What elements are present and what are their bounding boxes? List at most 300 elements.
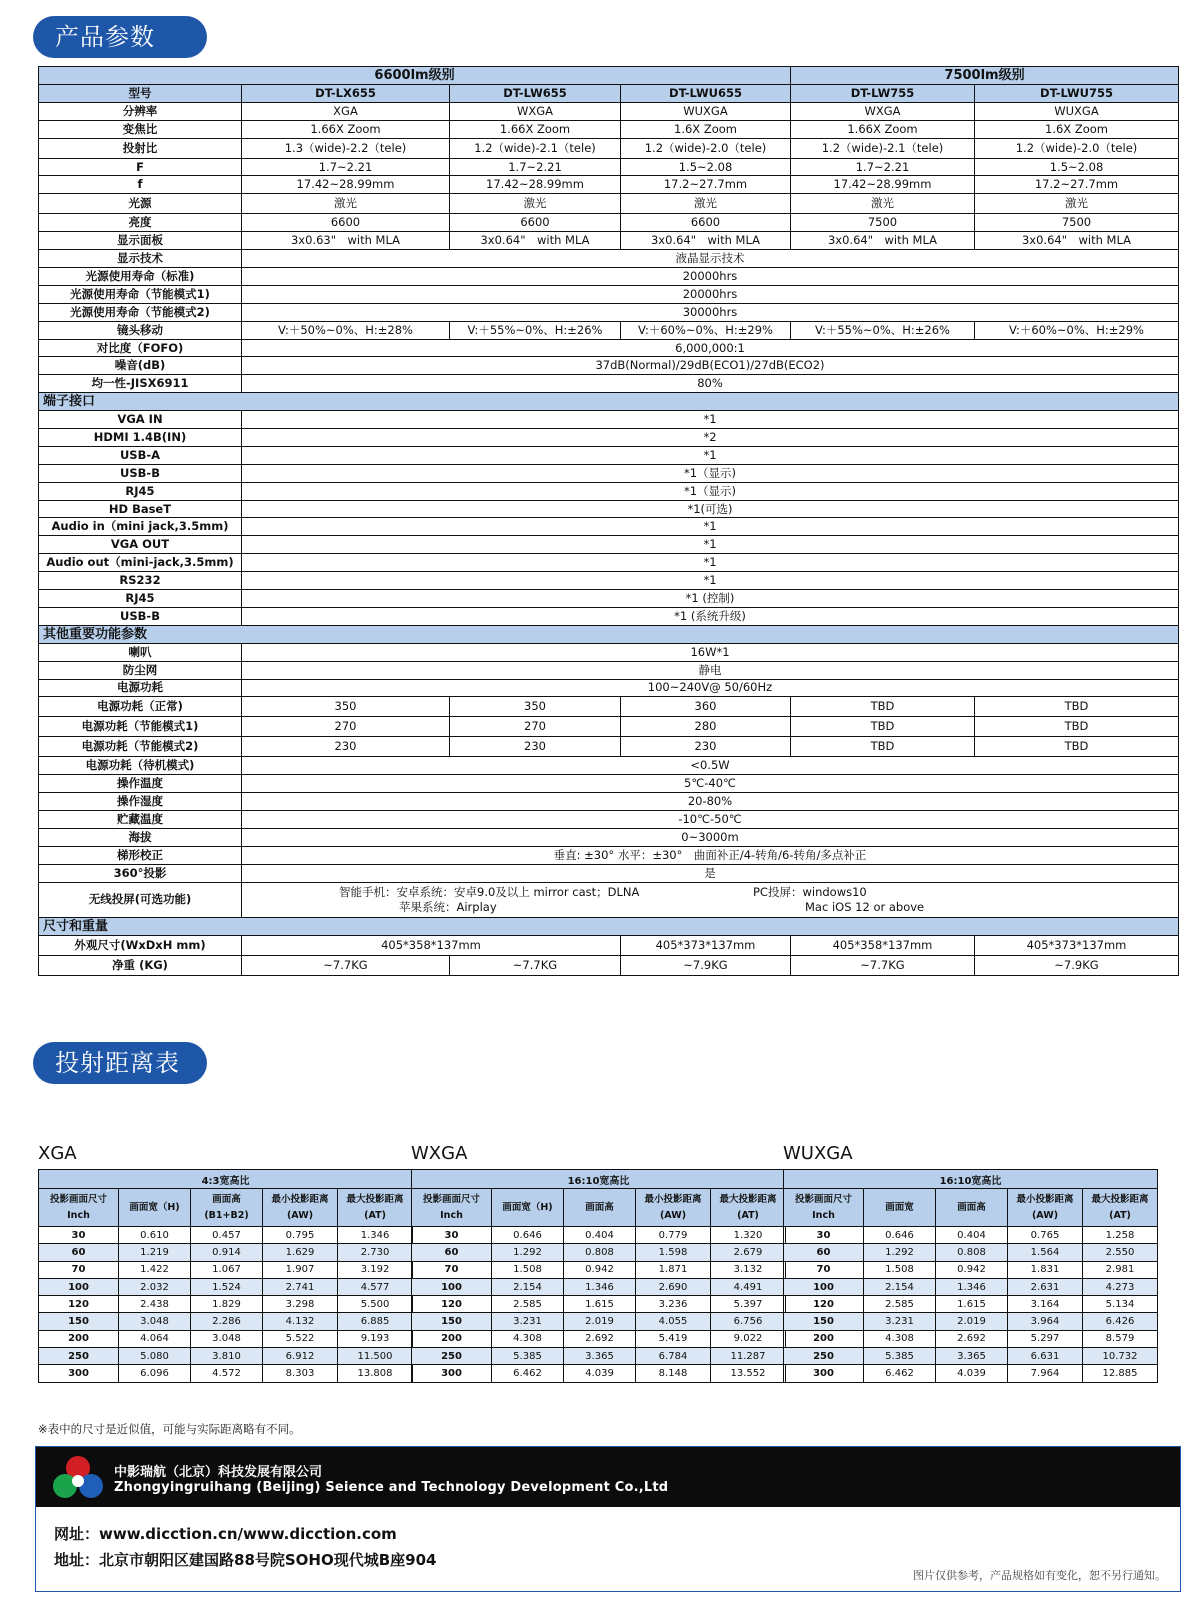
spec-row xyxy=(39,679,1179,697)
screen-size: 100 xyxy=(784,1278,864,1295)
spec-row xyxy=(39,846,1179,864)
spec-row xyxy=(39,590,1179,608)
distance-value: 2.690 xyxy=(636,1278,711,1295)
spec-row xyxy=(39,697,1179,717)
distance-value: 1.422 xyxy=(119,1261,191,1278)
spec-row xyxy=(39,321,1179,339)
header-line: 画面宽 xyxy=(885,1201,914,1213)
distance-value: 4.308 xyxy=(492,1330,564,1347)
row-value: 1.7~2.21 xyxy=(450,158,621,176)
aspect-ratio-header: 4:3宽高比 xyxy=(39,1170,413,1189)
spec-row xyxy=(39,214,1179,232)
distance-row xyxy=(39,1348,413,1365)
spec-row xyxy=(39,572,1179,590)
row-value: 5℃-40℃ xyxy=(242,775,1179,793)
row-label: 电源功耗（正常) xyxy=(39,697,242,717)
distance-value: 5.397 xyxy=(711,1296,786,1313)
header-line: 投影画面尺寸 xyxy=(49,1193,107,1205)
row-value: 1.5~2.08 xyxy=(975,158,1179,176)
header-line: 投影画面尺寸 xyxy=(422,1193,480,1205)
row-value: ~7.7KG xyxy=(791,955,975,975)
spec-row xyxy=(39,411,1179,429)
row-value: WUXGA xyxy=(975,102,1179,120)
distance-value: 6.426 xyxy=(1083,1313,1158,1330)
distance-value: 0.404 xyxy=(564,1227,636,1244)
spec-row xyxy=(39,429,1179,447)
distance-row xyxy=(39,1313,413,1330)
row-label: 无线投屏(可选功能) xyxy=(39,882,242,917)
distance-value: 1.292 xyxy=(492,1244,564,1261)
distance-value: 4.572 xyxy=(191,1365,263,1382)
spec-row xyxy=(39,518,1179,536)
distance-row xyxy=(784,1313,1158,1330)
distance-value: 3.048 xyxy=(119,1313,191,1330)
distance-value: 2.019 xyxy=(564,1313,636,1330)
distance-row xyxy=(39,1261,413,1278)
column-header xyxy=(412,1189,492,1227)
row-value: 1.7~2.21 xyxy=(791,158,975,176)
spec-row xyxy=(39,232,1179,250)
screen-size: 300 xyxy=(39,1365,119,1382)
column-header xyxy=(864,1189,936,1227)
distance-value: 2.679 xyxy=(711,1244,786,1261)
screen-size: 100 xyxy=(39,1278,119,1295)
header-line: 最大投影距离 xyxy=(1091,1193,1149,1205)
row-value: TBD xyxy=(975,737,1179,757)
row-value: 激光 xyxy=(450,194,621,214)
spec-row xyxy=(39,375,1179,393)
distance-value: 5.419 xyxy=(636,1330,711,1347)
header-line: 最大投影距离 xyxy=(719,1193,777,1205)
row-label: 喇叭 xyxy=(39,643,242,661)
model-name: DT-LW755 xyxy=(791,84,975,102)
distance-value: 2.550 xyxy=(1083,1244,1158,1261)
distance-value: 1.508 xyxy=(864,1261,936,1278)
row-label: 电源功耗（待机模式) xyxy=(39,757,242,775)
row-label: 光源使用寿命（标准) xyxy=(39,268,242,286)
row-value: TBD xyxy=(975,697,1179,717)
distance-value: 3.964 xyxy=(1008,1313,1083,1330)
row-value: 6600 xyxy=(242,214,450,232)
spec-row xyxy=(39,464,1179,482)
row-value: 静电 xyxy=(242,661,1179,679)
row-value: 1.2（wide)-2.1（tele) xyxy=(791,138,975,158)
group-header-row xyxy=(39,67,1179,85)
distance-value: 0.942 xyxy=(564,1261,636,1278)
distance-value: 6.631 xyxy=(1008,1348,1083,1365)
row-label: 电源功耗（节能模式1) xyxy=(39,717,242,737)
column-header xyxy=(564,1189,636,1227)
model-row xyxy=(39,84,1179,102)
screen-size: 150 xyxy=(784,1313,864,1330)
screen-size: 60 xyxy=(784,1244,864,1261)
row-label: F xyxy=(39,158,242,176)
ratio-header-row xyxy=(412,1170,786,1189)
ratio-header-row xyxy=(784,1170,1158,1189)
row-value: 3x0.64" with MLA xyxy=(621,232,791,250)
distance-value: 5.385 xyxy=(864,1348,936,1365)
row-label: RJ45 xyxy=(39,482,242,500)
distance-value: 0.457 xyxy=(191,1227,263,1244)
ports-section-header xyxy=(39,393,1179,411)
distance-value: 4.491 xyxy=(711,1278,786,1295)
row-value: 1.66X Zoom xyxy=(242,120,450,138)
row-value: TBD xyxy=(975,717,1179,737)
row-value: *1 xyxy=(242,446,1179,464)
header-line: Inch xyxy=(812,1209,835,1221)
distance-value: 12.885 xyxy=(1083,1365,1158,1382)
spec-row xyxy=(39,268,1179,286)
row-value: 17.2~27.7mm xyxy=(975,176,1179,194)
spec-row xyxy=(39,500,1179,518)
header-line: 画面高 xyxy=(957,1201,986,1213)
header-line: 投影画面尺寸 xyxy=(794,1193,852,1205)
column-header-row xyxy=(39,1189,413,1227)
spec-row xyxy=(39,176,1179,194)
row-value: ~7.7KG xyxy=(242,955,450,975)
distance-value: 3.164 xyxy=(1008,1296,1083,1313)
row-value: 1.66X Zoom xyxy=(791,120,975,138)
row-value: 20-80% xyxy=(242,793,1179,811)
row-value: TBD xyxy=(791,717,975,737)
model-name: DT-LX655 xyxy=(242,84,450,102)
screen-size: 60 xyxy=(412,1244,492,1261)
column-header xyxy=(338,1189,413,1227)
row-value: V:＋60%~0%、H:±29% xyxy=(621,321,791,339)
wireless-value xyxy=(242,882,1179,917)
row-label: 亮度 xyxy=(39,214,242,232)
distance-value: 8.303 xyxy=(263,1365,338,1382)
screen-size: 120 xyxy=(784,1296,864,1313)
distance-value: 4.055 xyxy=(636,1313,711,1330)
distance-value: 1.564 xyxy=(1008,1244,1083,1261)
row-label: 变焦比 xyxy=(39,120,242,138)
screen-size: 300 xyxy=(784,1365,864,1382)
model-name: DT-LW655 xyxy=(450,84,621,102)
distance-value: 1.598 xyxy=(636,1244,711,1261)
spec-row xyxy=(39,357,1179,375)
distance-value: 3.231 xyxy=(864,1313,936,1330)
row-value: V:＋55%~0%、H:±26% xyxy=(450,321,621,339)
ratio-header-row xyxy=(39,1170,413,1189)
row-value: 16W*1 xyxy=(242,643,1179,661)
distance-value: 3.298 xyxy=(263,1296,338,1313)
spec-table xyxy=(38,66,1179,976)
distance-value: 3.231 xyxy=(492,1313,564,1330)
row-label: 贮藏温度 xyxy=(39,811,242,829)
column-header xyxy=(492,1189,564,1227)
website: 网址：www.dicction.cn/www.dicction.com xyxy=(54,1525,397,1543)
distance-value: 11.500 xyxy=(338,1348,413,1365)
distance-value: 6.912 xyxy=(263,1348,338,1365)
header-line: (AW) xyxy=(1031,1209,1059,1221)
screen-size: 60 xyxy=(39,1244,119,1261)
screen-size: 70 xyxy=(412,1261,492,1278)
distance-value: 6.784 xyxy=(636,1348,711,1365)
row-label: 海拔 xyxy=(39,828,242,846)
row-value: 激光 xyxy=(791,194,975,214)
other-section-header: 其他重要功能参数 xyxy=(39,625,1179,643)
spec-row xyxy=(39,339,1179,357)
row-value: V:＋60%~0%、H:±29% xyxy=(975,321,1179,339)
distance-value: 1.346 xyxy=(936,1278,1008,1295)
distance-value: 0.795 xyxy=(263,1227,338,1244)
spec-row xyxy=(39,446,1179,464)
row-value: WXGA xyxy=(791,102,975,120)
spec-row xyxy=(39,285,1179,303)
distance-value: 2.154 xyxy=(864,1278,936,1295)
row-value: *1 xyxy=(242,411,1179,429)
spec-row xyxy=(39,717,1179,737)
row-value: *1 xyxy=(242,572,1179,590)
spec-row xyxy=(39,536,1179,554)
distance-value: 4.064 xyxy=(119,1330,191,1347)
spec-row xyxy=(39,864,1179,882)
dimension-section-header: 尺寸和重量 xyxy=(39,917,1179,935)
header-line: 最小投影距离 xyxy=(644,1193,702,1205)
row-label: USB-B xyxy=(39,607,242,625)
distance-value: 3.810 xyxy=(191,1348,263,1365)
row-label: 镜头移动 xyxy=(39,321,242,339)
row-label: 显示面板 xyxy=(39,232,242,250)
row-label: VGA IN xyxy=(39,411,242,429)
wireless-phone-apple: 苹果系统：Airplay xyxy=(399,899,497,914)
distance-value: 1.907 xyxy=(263,1261,338,1278)
model-name: DT-LWU655 xyxy=(621,84,791,102)
distance-value: 6.756 xyxy=(711,1313,786,1330)
row-value: 270 xyxy=(450,717,621,737)
row-value: 1.3（wide)-2.2（tele) xyxy=(242,138,450,158)
distance-row xyxy=(784,1227,1158,1244)
row-label: 梯形校正 xyxy=(39,846,242,864)
section-title-params: 产品参数 xyxy=(33,16,207,58)
row-value: <0.5W xyxy=(242,757,1179,775)
row-value: V:＋55%~0%、H:±26% xyxy=(791,321,975,339)
screen-size: 30 xyxy=(784,1227,864,1244)
spec-row xyxy=(39,138,1179,158)
spec-row xyxy=(39,482,1179,500)
distance-value: 2.154 xyxy=(492,1278,564,1295)
row-value: 30000hrs xyxy=(242,303,1179,321)
distance-value: 0.808 xyxy=(564,1244,636,1261)
row-label: 显示技术 xyxy=(39,250,242,268)
group-7500-header: 7500lm级别 xyxy=(791,67,1179,85)
distance-value: 3.365 xyxy=(936,1348,1008,1365)
row-value: *2 xyxy=(242,429,1179,447)
row-value: 17.2~27.7mm xyxy=(621,176,791,194)
row-label: 光源 xyxy=(39,194,242,214)
row-value: *1（显示) xyxy=(242,464,1179,482)
row-value: 17.42~28.99mm xyxy=(242,176,450,194)
xga-distance-table xyxy=(38,1169,413,1383)
footer-band xyxy=(36,1447,1180,1507)
screen-size: 30 xyxy=(39,1227,119,1244)
distance-value: 0.914 xyxy=(191,1244,263,1261)
wireless-phone-android: 智能手机：安卓系统：安卓9.0及以上 mirror cast；DLNA xyxy=(339,884,640,899)
row-value: 激光 xyxy=(242,194,450,214)
distance-row xyxy=(39,1330,413,1347)
distance-value: 1.871 xyxy=(636,1261,711,1278)
row-label: 光源使用寿命（节能模式1) xyxy=(39,285,242,303)
distance-value: 2.981 xyxy=(1083,1261,1158,1278)
wuxga-title: WUXGA xyxy=(783,1143,853,1164)
row-value: V:＋50%~0%、H:±28% xyxy=(242,321,450,339)
row-value: 3x0.64" with MLA xyxy=(975,232,1179,250)
distance-row xyxy=(784,1365,1158,1382)
distance-value: 2.286 xyxy=(191,1313,263,1330)
row-label: USB-B xyxy=(39,464,242,482)
row-value: 405*358*137mm xyxy=(791,935,975,955)
distance-value: 0.610 xyxy=(119,1227,191,1244)
row-value: 6600 xyxy=(621,214,791,232)
row-value: 7500 xyxy=(975,214,1179,232)
distance-row xyxy=(412,1278,786,1295)
distance-value: 4.308 xyxy=(864,1330,936,1347)
distance-value: 5.297 xyxy=(1008,1330,1083,1347)
distance-value: 5.522 xyxy=(263,1330,338,1347)
distance-value: 1.067 xyxy=(191,1261,263,1278)
row-label: HD BaseT xyxy=(39,500,242,518)
spec-row xyxy=(39,811,1179,829)
column-header-row xyxy=(784,1189,1158,1227)
ports-section-header: 端子接口 xyxy=(39,393,1179,411)
screen-size: 200 xyxy=(784,1330,864,1347)
column-header xyxy=(936,1189,1008,1227)
distance-row xyxy=(784,1296,1158,1313)
distance-value: 6.462 xyxy=(864,1365,936,1382)
distance-value: 3.236 xyxy=(636,1296,711,1313)
screen-size: 30 xyxy=(412,1227,492,1244)
row-label: 均一性-JISX6911 xyxy=(39,375,242,393)
wireless-pc-mac: Mac iOS 12 or above xyxy=(805,899,925,914)
header-line: 最大投影距离 xyxy=(346,1193,404,1205)
distance-value: 0.808 xyxy=(936,1244,1008,1261)
row-label: 噪音(dB) xyxy=(39,357,242,375)
row-value: 17.42~28.99mm xyxy=(450,176,621,194)
spec-row xyxy=(39,757,1179,775)
row-label: 操作温度 xyxy=(39,775,242,793)
distance-value: 2.741 xyxy=(263,1278,338,1295)
row-label: 防尘网 xyxy=(39,661,242,679)
company-name-cn: 中影瑞航（北京）科技发展有限公司 xyxy=(114,1465,323,1480)
distance-row xyxy=(39,1227,413,1244)
aspect-ratio-header: 16:10宽高比 xyxy=(412,1170,786,1189)
wuxga-distance-table xyxy=(783,1169,1158,1383)
row-value: 是 xyxy=(242,864,1179,882)
spec-row xyxy=(39,102,1179,120)
row-value: WUXGA xyxy=(621,102,791,120)
distance-value: 9.022 xyxy=(711,1330,786,1347)
distance-row xyxy=(412,1261,786,1278)
distance-value: 5.134 xyxy=(1083,1296,1158,1313)
screen-size: 200 xyxy=(412,1330,492,1347)
row-value: 1.5~2.08 xyxy=(621,158,791,176)
distance-value: 7.964 xyxy=(1008,1365,1083,1382)
distance-row xyxy=(784,1348,1158,1365)
distance-value: 1.508 xyxy=(492,1261,564,1278)
row-value: *1（显示) xyxy=(242,482,1179,500)
row-label: f xyxy=(39,176,242,194)
distance-row xyxy=(784,1244,1158,1261)
header-line: 最小投影距离 xyxy=(1016,1193,1074,1205)
distance-value: 2.585 xyxy=(864,1296,936,1313)
wireless-row xyxy=(39,882,1179,917)
aspect-ratio-header: 16:10宽高比 xyxy=(784,1170,1158,1189)
row-value: 360 xyxy=(621,697,791,717)
row-value: ~7.9KG xyxy=(621,955,791,975)
distance-value: 9.193 xyxy=(338,1330,413,1347)
spec-row xyxy=(39,793,1179,811)
distance-value: 3.365 xyxy=(564,1348,636,1365)
screen-size: 250 xyxy=(39,1348,119,1365)
row-value: 20000hrs xyxy=(242,268,1179,286)
header-line: (AW) xyxy=(286,1209,314,1221)
row-value: 80% xyxy=(242,375,1179,393)
row-value: 230 xyxy=(621,737,791,757)
column-header xyxy=(1008,1189,1083,1227)
section-title-distance: 投射距离表 xyxy=(33,1042,207,1084)
column-header-row xyxy=(412,1189,786,1227)
row-value: 液晶显示技术 xyxy=(242,250,1179,268)
distance-value: 13.552 xyxy=(711,1365,786,1382)
row-label: Audio out（mini-jack,3.5mm) xyxy=(39,554,242,572)
distance-value: 1.292 xyxy=(864,1244,936,1261)
screen-size: 200 xyxy=(39,1330,119,1347)
header-line: Inch xyxy=(67,1209,90,1221)
row-value: 6,000,000:1 xyxy=(242,339,1179,357)
distance-value: 4.039 xyxy=(564,1365,636,1382)
distance-row xyxy=(412,1227,786,1244)
distance-value: 11.287 xyxy=(711,1348,786,1365)
row-value: 垂直: ±30° 水平：±30° 曲面补正/4-转角/6-转角/多点补正 xyxy=(242,846,1179,864)
wireless-pc-windows: PC投屏：windows10 xyxy=(753,884,867,899)
row-label: HDMI 1.4B(IN) xyxy=(39,429,242,447)
column-header xyxy=(39,1189,119,1227)
row-value: 0~3000m xyxy=(242,828,1179,846)
distance-value: 8.148 xyxy=(636,1365,711,1382)
screen-size: 150 xyxy=(412,1313,492,1330)
row-value: *1 xyxy=(242,518,1179,536)
distance-value: 3.048 xyxy=(191,1330,263,1347)
row-value: 37dB(Normal)/29dB(ECO1)/27dB(ECO2) xyxy=(242,357,1179,375)
distance-value: 5.500 xyxy=(338,1296,413,1313)
xga-title: XGA xyxy=(38,1143,77,1164)
row-label: 外观尺寸(WxDxH mm) xyxy=(39,935,242,955)
company-name-en: Zhongyingruihang (Beijing) Seience and Technology Development Co.,Ltd xyxy=(114,1480,669,1495)
row-value: XGA xyxy=(242,102,450,120)
distance-value: 1.320 xyxy=(711,1227,786,1244)
distance-value: 6.462 xyxy=(492,1365,564,1382)
company-logo-icon xyxy=(50,1453,106,1501)
distance-row xyxy=(412,1330,786,1347)
distance-value: 2.032 xyxy=(119,1278,191,1295)
row-value: 405*358*137mm xyxy=(242,935,621,955)
distance-row xyxy=(784,1330,1158,1347)
distance-value: 2.438 xyxy=(119,1296,191,1313)
distance-value: 1.346 xyxy=(564,1278,636,1295)
row-label: Audio in（mini jack,3.5mm) xyxy=(39,518,242,536)
distance-value: 8.579 xyxy=(1083,1330,1158,1347)
distance-value: 10.732 xyxy=(1083,1348,1158,1365)
distance-value: 4.039 xyxy=(936,1365,1008,1382)
dimension-row xyxy=(39,935,1179,955)
row-value: 1.2（wide)-2.1（tele) xyxy=(450,138,621,158)
distance-value: 4.273 xyxy=(1083,1278,1158,1295)
row-label: 电源功耗 xyxy=(39,679,242,697)
distance-row xyxy=(412,1296,786,1313)
row-value: 6600 xyxy=(450,214,621,232)
disclaimer: 图片仅供参考，产品规格如有变化，恕不另行通知。 xyxy=(913,1569,1166,1582)
